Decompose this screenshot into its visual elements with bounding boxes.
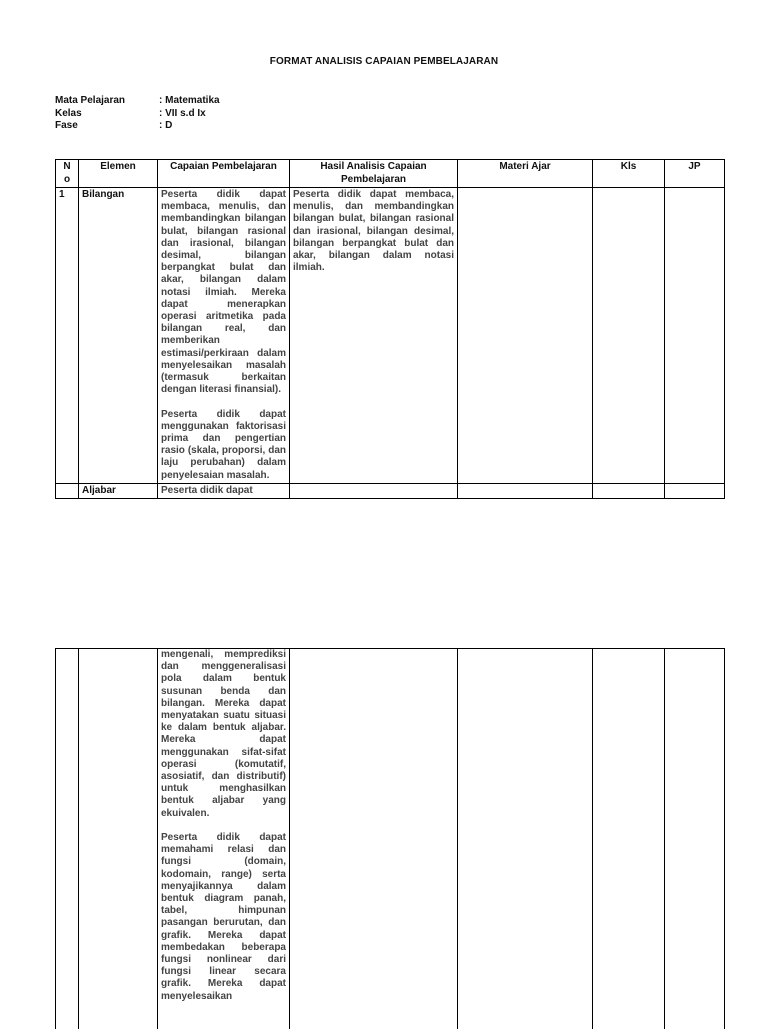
row-materi xyxy=(458,188,593,484)
meta-row-phase xyxy=(55,120,220,133)
row-no: 1 xyxy=(56,188,79,484)
row-no xyxy=(56,483,79,498)
meta-value: : D xyxy=(159,120,173,131)
row-jp xyxy=(665,188,725,484)
document-meta xyxy=(55,95,220,133)
row-hasil xyxy=(290,483,458,498)
analysis-table xyxy=(55,159,725,499)
meta-value: : VII s.d Ix xyxy=(159,107,206,119)
row-materi xyxy=(458,649,593,1029)
table-header-row xyxy=(56,160,725,188)
row-hasil xyxy=(290,649,458,1029)
meta-label: Mata Pelajaran xyxy=(55,95,126,106)
header-no: N o xyxy=(56,160,79,188)
table-row xyxy=(56,649,725,1029)
row-hasil: Peserta didik dapat membaca, menulis, dan membandingkan bilangan bulat, bilangan rasional dan irasional, bilangan desimal, bilangan berpangkat bulat dan akar, bilangan dalam notasi ilmiah. xyxy=(290,188,458,484)
header-elemen: Elemen xyxy=(79,160,158,188)
header-kls: Kls xyxy=(593,160,665,188)
row-capaian: Peserta didik dapat membaca, menulis, dan membandingkan bilangan bulat, bilangan rasional dan irasional, bilangan desimal, bilangan berpangkat bulat dan akar, bilangan dalam notasi ilmiah. Mereka dapat menerapkan operasi aritmetika pada bilangan real, dan memberikan estimasi/perkiraan dalam menyelesaikan masalah (termasuk berkaitan dengan literasi finansial). Peserta didik dapat menggunakan faktorisasi prima dan pengertian rasio (skala, proporsi, dan laju perubahan) dalam penyelesaian masalah. xyxy=(158,188,290,484)
row-materi xyxy=(458,483,593,498)
row-kls xyxy=(593,649,665,1029)
row-kls xyxy=(593,483,665,498)
row-jp xyxy=(665,483,725,498)
header-capaian: Capaian Pembelajaran xyxy=(158,160,290,188)
analysis-table-continued xyxy=(55,648,725,1029)
meta-label: Fase xyxy=(55,120,78,131)
row-kls xyxy=(593,188,665,484)
table-row xyxy=(56,483,725,498)
row-no xyxy=(56,649,79,1029)
page-title: FORMAT ANALISIS CAPAIAN PEMBELAJARAN xyxy=(269,56,499,67)
row-capaian: Peserta didik dapat xyxy=(158,483,290,498)
table-row xyxy=(56,188,725,484)
meta-row-class xyxy=(55,108,220,121)
header-jp: JP xyxy=(665,160,725,188)
meta-value: : Matematika xyxy=(159,95,220,106)
row-elemen xyxy=(79,649,158,1029)
row-jp xyxy=(665,649,725,1029)
header-hasil: Hasil Analisis Capaian Pembelajaran xyxy=(290,160,458,188)
header-materi: Materi Ajar xyxy=(458,160,593,188)
meta-label: Kelas xyxy=(55,107,82,119)
row-capaian: mengenali, memprediksi dan menggeneralisasi pola dalam bentuk susunan benda dan bilangan. Mereka dapat menyatakan suatu situasi ke dalam bentuk aljabar. Mereka dapat menggunakan sifat-sifat operasi (komutatif, asosiatif, dan distributif) untuk menghasilkan bentuk aljabar yang ekuivalen. Peserta didik dapat memahami relasi dan fungsi (domain, kodomain, range) serta menyajikannya dalam bentuk diagram panah, tabel, himpunan pasangan berurutan, dan grafik. Mereka dapat membedakan beberapa fungsi nonlinear dari fungsi linear secara grafik. Mereka dapat menyelesaikan xyxy=(158,649,290,1029)
row-elemen: Bilangan xyxy=(79,188,158,484)
meta-row-subject xyxy=(55,95,220,108)
row-elemen: Aljabar xyxy=(79,483,158,498)
